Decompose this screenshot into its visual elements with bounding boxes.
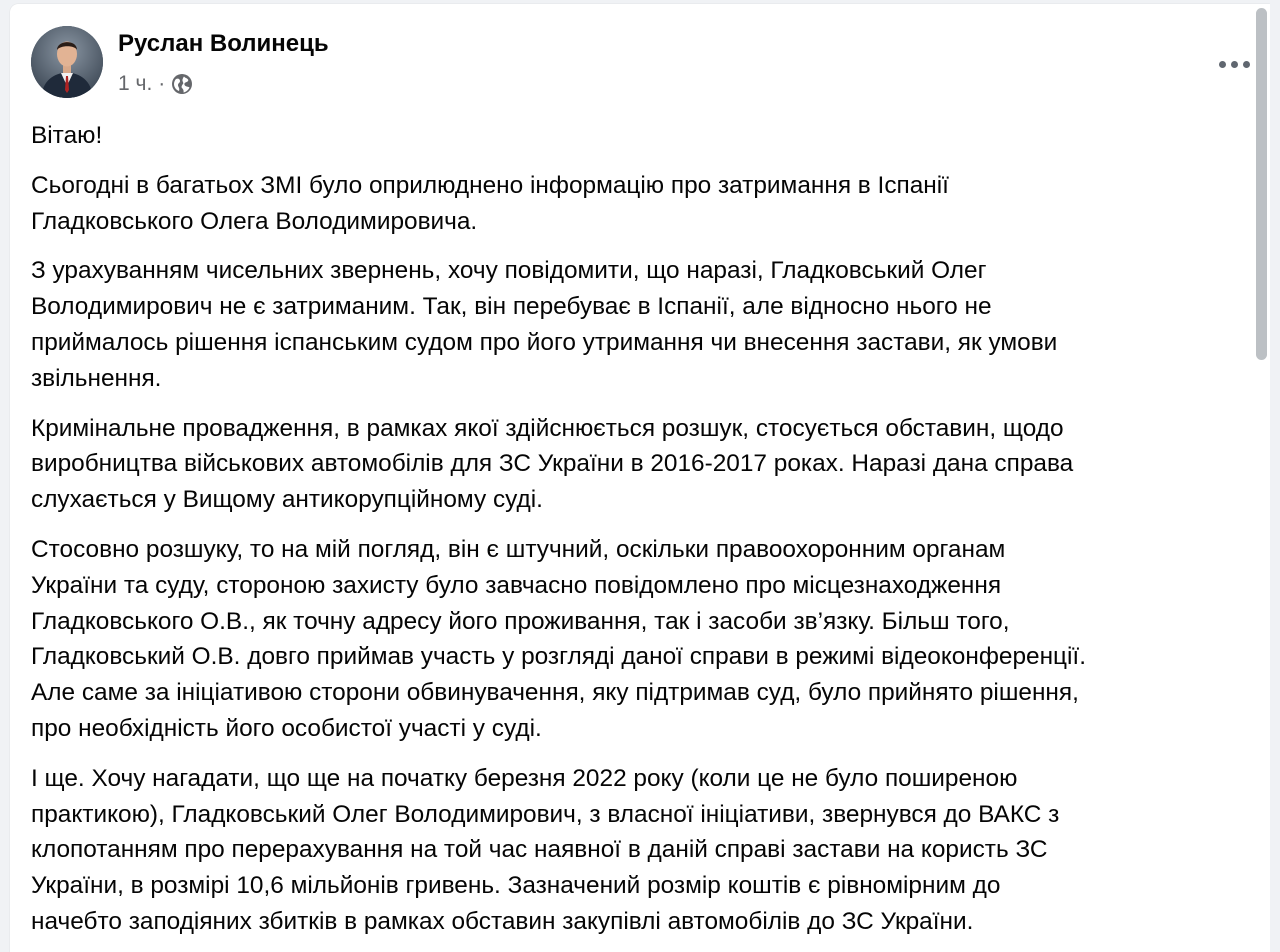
paragraph-search — [31, 532, 1253, 747]
text-line: звільнення. — [31, 364, 162, 392]
text-line: приймалось рішення іспанським судом про його утримання чи внесення застави, як умови — [31, 328, 1058, 356]
text-line: України та суду, стороною захисту було завчасно повідомлено про місцезнаходження — [31, 571, 1002, 599]
text-line: Гладковський О.В. довго приймав участь у розгляді даної справи в режимі відеоконференції. — [31, 643, 1086, 671]
text-line: Сьогодні в багатьох ЗМІ було оприлюднено інформацію про затримання в Іспанії — [31, 171, 949, 199]
text-line: Стосовно розшуку, то на мій погляд, він є штучний, оскільки правоохоронним органам — [31, 535, 1006, 563]
scrollbar-thumb[interactable] — [1256, 8, 1267, 360]
paragraph-bail — [31, 761, 1253, 940]
text-line: Але саме за ініціативою сторони обвинувачення, яку підтримав суд, було прийнято рішення, — [31, 679, 1079, 707]
text-line: З урахуванням чисельних звернень, хочу повідомити, що наразі, Гладковський Олег — [31, 257, 987, 285]
post-text — [31, 118, 1253, 952]
more-options-icon — [1243, 61, 1250, 68]
right-gutter — [1270, 0, 1280, 952]
paragraph-greeting — [31, 118, 1253, 154]
meta-separator: · — [158, 72, 166, 95]
text-line: Кримінальне провадження, в рамках якої здійснюється розшук, стосується обставин, щодо — [31, 414, 1064, 442]
text-line: Володимирович не є затриманим. Так, він перебуває в Іспанії, але відносно нього не — [31, 293, 992, 321]
text-line: начебто заподіяних збитків в рамках обставин закупівлі автомобілів до ЗС України. — [31, 907, 974, 935]
more-options-button[interactable] — [1211, 46, 1257, 82]
post-card — [10, 4, 1270, 952]
author-name[interactable]: Руслан Волинець — [118, 30, 329, 57]
paragraph-not-detained — [31, 253, 1253, 396]
text-line: Гладковського О.В., як точну адресу його проживання, так і засоби зв’язку. Більш того, — [31, 607, 1010, 635]
author-avatar[interactable] — [31, 26, 103, 98]
post-timestamp[interactable]: 1 ч. — [118, 72, 153, 95]
text-line: України, в розмірі 10,6 мільйонів гривень. Зазначений розмір коштів є рівномірним до — [31, 872, 1001, 900]
avatar-image — [31, 26, 103, 98]
more-options-icon — [1219, 61, 1226, 68]
text-line: клопотанням про перерахування на той час наявної в даній справі застави на користь ЗС — [31, 836, 1048, 864]
text-line: слухається у Вищому антикорупційному суді. — [31, 486, 543, 514]
text-line: практикою), Гладковський Олег Володимирович, з власної ініціативи, звернувся до ВАКС з — [31, 800, 1060, 828]
text-line: про необхідність його особистої участі у суді. — [31, 714, 542, 742]
text-line: І ще. Хочу нагадати, що ще на початку березня 2022 року (коли це не було поширеною — [31, 764, 1018, 792]
text-line: виробництва військових автомобілів для ЗС України в 2016-2017 роках. Наразі дана справа — [31, 450, 1074, 478]
more-options-icon — [1231, 61, 1238, 68]
post-meta — [118, 70, 193, 98]
text-line: Вітаю! — [31, 122, 103, 149]
post-header — [31, 26, 1231, 102]
globe-icon[interactable] — [171, 73, 193, 95]
left-gutter — [0, 0, 10, 952]
paragraph-proceedings — [31, 411, 1253, 518]
paragraph-news — [31, 168, 1253, 240]
text-line: Гладковського Олега Володимировича. — [31, 207, 478, 235]
